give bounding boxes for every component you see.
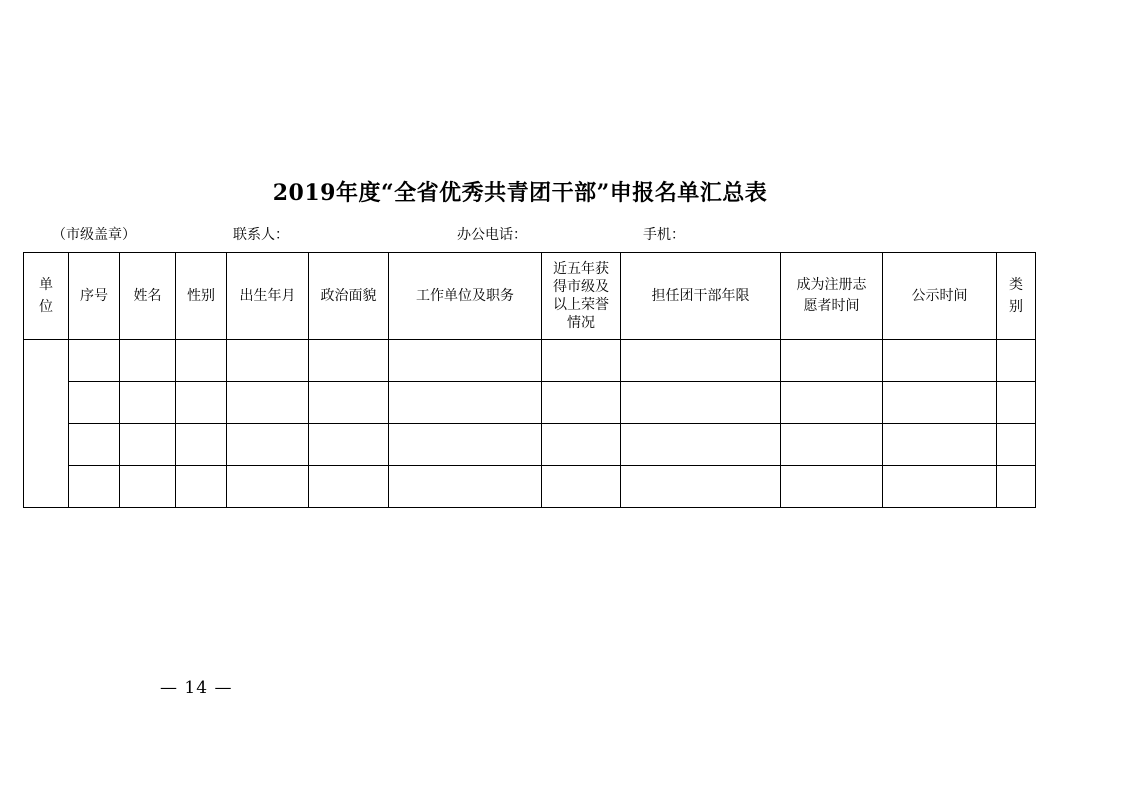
header-volunteer: 成为注册志愿者时间 <box>781 253 883 340</box>
header-row <box>24 253 1036 340</box>
header-years: 担任团干部年限 <box>621 253 781 340</box>
table-cell <box>120 424 176 466</box>
header-category: 类别 <box>997 253 1036 340</box>
table-cell <box>781 424 883 466</box>
table-cell <box>621 382 781 424</box>
table-cell <box>621 466 781 508</box>
table-cell <box>120 382 176 424</box>
table-row <box>24 424 1036 466</box>
table-cell <box>69 466 120 508</box>
header-serial: 序号 <box>69 253 120 340</box>
table-cell <box>621 424 781 466</box>
table-cell <box>542 340 621 382</box>
table-row <box>24 466 1036 508</box>
table-cell <box>781 340 883 382</box>
contact-label: 联系人： <box>233 227 289 243</box>
table-cell <box>389 340 542 382</box>
table-cell <box>883 382 997 424</box>
table-cell <box>542 466 621 508</box>
table-cell <box>227 382 309 424</box>
unit-cell <box>24 340 69 508</box>
table-cell <box>309 340 389 382</box>
table-cell <box>120 340 176 382</box>
table-cell <box>176 466 227 508</box>
table-cell <box>176 382 227 424</box>
table-cell <box>69 382 120 424</box>
table-cell <box>309 382 389 424</box>
seal-label: （市级盖章） <box>52 227 136 243</box>
table-cell <box>389 466 542 508</box>
table-cell <box>781 466 883 508</box>
header-political: 政治面貌 <box>309 253 389 340</box>
table-cell <box>309 424 389 466</box>
page-number: — 14 — <box>160 678 233 698</box>
table-cell <box>69 340 120 382</box>
header-gender: 性别 <box>176 253 227 340</box>
table-cell <box>176 424 227 466</box>
table-row <box>24 340 1036 382</box>
header-honors: 近五年获得市级及以上荣誉情况 <box>542 253 621 340</box>
table-cell <box>227 466 309 508</box>
table-cell <box>781 382 883 424</box>
table-cell <box>621 340 781 382</box>
table-cell <box>176 340 227 382</box>
table-cell <box>883 340 997 382</box>
table-cell <box>997 340 1036 382</box>
table-row <box>24 382 1036 424</box>
mobile-label: 手机： <box>643 227 685 243</box>
table-cell <box>883 466 997 508</box>
table-cell <box>389 424 542 466</box>
table-cell <box>309 466 389 508</box>
header-name: 姓名 <box>120 253 176 340</box>
table-cell <box>542 382 621 424</box>
header-workplace: 工作单位及职务 <box>389 253 542 340</box>
table-cell <box>69 424 120 466</box>
table-cell <box>542 424 621 466</box>
table-cell <box>389 382 542 424</box>
header-birth: 出生年月 <box>227 253 309 340</box>
header-publicity: 公示时间 <box>883 253 997 340</box>
table-cell <box>227 340 309 382</box>
table-cell <box>997 466 1036 508</box>
summary-table <box>23 252 1036 508</box>
table-cell <box>227 424 309 466</box>
table-cell <box>997 382 1036 424</box>
table-cell <box>997 424 1036 466</box>
table-cell <box>883 424 997 466</box>
table-cell <box>120 466 176 508</box>
office-phone-label: 办公电话： <box>457 227 527 243</box>
document-title: 2019年度“全省优秀共青团干部”申报名单汇总表 <box>272 180 768 206</box>
header-unit: 单位 <box>24 253 69 340</box>
